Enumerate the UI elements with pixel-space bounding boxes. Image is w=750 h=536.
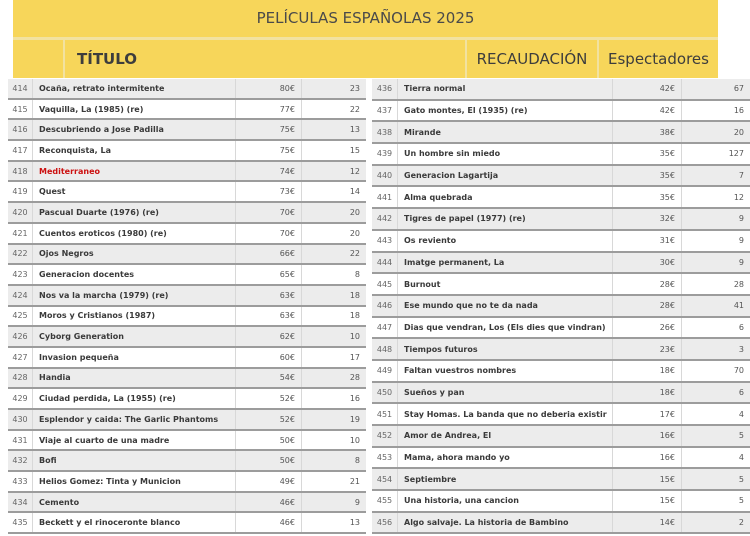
row-recaudacion: 35€ <box>613 187 682 207</box>
row-number: 448 <box>372 339 398 359</box>
row-recaudacion: 46€ <box>236 493 302 512</box>
table-row[interactable] <box>372 448 750 470</box>
table-row[interactable] <box>8 348 366 369</box>
row-title[interactable]: Ocaña, retrato intermitente <box>33 79 236 98</box>
table-row[interactable] <box>8 327 366 348</box>
row-espectadores: 22 <box>349 249 360 259</box>
table-row[interactable] <box>372 361 750 383</box>
table-row[interactable] <box>8 307 366 328</box>
row-title[interactable]: Ojos Negros <box>33 245 236 264</box>
row-number: 436 <box>372 79 398 99</box>
row-espectadores: 19 <box>349 414 360 424</box>
table-row[interactable] <box>8 410 366 431</box>
row-title[interactable]: Septiembre <box>398 469 613 489</box>
row-number: 427 <box>8 348 33 367</box>
row-number: 424 <box>8 286 33 305</box>
row-title[interactable]: Tierra normal <box>398 79 613 99</box>
table-row[interactable] <box>8 141 366 162</box>
row-title[interactable]: Cuentos eroticos (1980) (re) <box>33 224 236 243</box>
row-espectadores: 8 <box>354 456 360 466</box>
row-number: 431 <box>8 431 33 450</box>
table-row[interactable] <box>372 231 750 253</box>
table-row[interactable] <box>372 469 750 491</box>
row-recaudacion: 30€ <box>613 253 682 273</box>
row-number: 433 <box>8 472 33 491</box>
row-recaudacion: 35€ <box>613 166 682 186</box>
row-number: 425 <box>8 307 33 326</box>
row-recaudacion: 54€ <box>236 369 302 388</box>
row-espectadores: 13 <box>349 125 360 135</box>
row-recaudacion: 32€ <box>613 209 682 229</box>
row-title[interactable]: Mediterraneo <box>33 162 236 181</box>
row-title[interactable]: Tiempos futuros <box>398 339 613 359</box>
row-number: 455 <box>372 491 398 511</box>
table-row[interactable] <box>8 162 366 183</box>
table-row[interactable] <box>372 491 750 513</box>
row-title[interactable]: Imatge permanent, La <box>398 253 613 273</box>
row-title[interactable]: Bofi <box>33 451 236 470</box>
table-row[interactable] <box>372 274 750 296</box>
row-recaudacion: 15€ <box>613 491 682 511</box>
row-espectadores: 41 <box>733 301 744 311</box>
row-title[interactable]: Ese mundo que no te da nada <box>398 296 613 316</box>
row-number: 454 <box>372 469 398 489</box>
left-table <box>8 79 366 534</box>
row-number: 451 <box>372 404 398 424</box>
table-row[interactable] <box>372 101 750 123</box>
row-title[interactable]: Alma quebrada <box>398 187 613 207</box>
row-title[interactable]: Mirande <box>398 122 613 142</box>
row-recaudacion: 18€ <box>613 361 682 381</box>
row-recaudacion: 52€ <box>236 389 302 408</box>
row-number: 428 <box>8 369 33 388</box>
row-espectadores: 5 <box>738 431 744 441</box>
table-row[interactable] <box>372 166 750 188</box>
row-recaudacion: 75€ <box>236 120 302 139</box>
table-row[interactable] <box>372 253 750 275</box>
row-espectadores: 18 <box>349 311 360 321</box>
table-row[interactable] <box>8 431 366 452</box>
row-espectadores: 28 <box>733 279 744 289</box>
row-title[interactable]: Gato montes, El (1935) (re) <box>398 101 613 121</box>
row-title[interactable]: Generacion docentes <box>33 265 236 284</box>
row-title[interactable]: Invasion pequeña <box>33 348 236 367</box>
row-number: 423 <box>8 265 33 284</box>
row-number: 437 <box>372 101 398 121</box>
row-espectadores: 10 <box>349 435 360 445</box>
row-title[interactable]: Cyborg Generation <box>33 327 236 346</box>
table-row[interactable] <box>372 318 750 340</box>
row-espectadores: 2 <box>738 518 744 528</box>
row-espectadores: 20 <box>733 127 744 137</box>
row-recaudacion: 50€ <box>236 451 302 470</box>
table-row[interactable] <box>372 339 750 361</box>
row-espectadores: 4 <box>738 453 744 463</box>
row-number: 426 <box>8 327 33 346</box>
row-number: 435 <box>8 513 33 532</box>
row-title[interactable]: Vaquilla, La (1985) (re) <box>33 100 236 119</box>
row-title[interactable]: Viaje al cuarto de una madre <box>33 431 236 450</box>
row-title[interactable]: Mama, ahora mando yo <box>398 448 613 468</box>
row-recaudacion: 63€ <box>236 286 302 305</box>
row-recaudacion: 31€ <box>613 231 682 251</box>
row-number: 416 <box>8 120 33 139</box>
row-title[interactable]: Esplendor y caida: The Garlic Phantoms <box>33 410 236 429</box>
row-recaudacion: 26€ <box>613 318 682 338</box>
row-title[interactable]: Ciudad perdida, La (1955) (re) <box>33 389 236 408</box>
row-recaudacion: 42€ <box>613 101 682 121</box>
row-espectadores: 20 <box>349 228 360 238</box>
table-row[interactable] <box>372 122 750 144</box>
row-espectadores: 21 <box>349 476 360 486</box>
row-title[interactable]: Helios Gomez: Tinta y Municion <box>33 472 236 491</box>
table-row[interactable] <box>8 286 366 307</box>
page-title: PELÍCULAS ESPAÑOLAS 2025 <box>256 9 475 27</box>
row-espectadores: 4 <box>738 409 744 419</box>
table-row[interactable] <box>372 187 750 209</box>
row-number: 453 <box>372 448 398 468</box>
row-recaudacion: 16€ <box>613 426 682 446</box>
row-title[interactable]: Handia <box>33 369 236 388</box>
row-recaudacion: 70€ <box>236 224 302 243</box>
row-recaudacion: 15€ <box>613 469 682 489</box>
row-recaudacion: 62€ <box>236 327 302 346</box>
row-recaudacion: 16€ <box>613 448 682 468</box>
table-row[interactable] <box>8 224 366 245</box>
row-number: 450 <box>372 383 398 403</box>
table-row[interactable] <box>8 245 366 266</box>
row-title[interactable]: Os reviento <box>398 231 613 251</box>
row-espectadores: 127 <box>728 149 744 159</box>
row-recaudacion: 73€ <box>236 182 302 201</box>
row-title[interactable]: Generacion Lagartija <box>398 166 613 186</box>
row-title[interactable]: Sueños y pan <box>398 383 613 403</box>
table-row[interactable] <box>372 404 750 426</box>
row-title[interactable]: Tigres de papel (1977) (re) <box>398 209 613 229</box>
row-espectadores: 22 <box>349 104 360 114</box>
row-recaudacion: 28€ <box>613 274 682 294</box>
row-number: 418 <box>8 162 33 181</box>
right-table <box>372 79 750 534</box>
row-recaudacion: 80€ <box>236 79 302 98</box>
row-number: 432 <box>8 451 33 470</box>
table-row[interactable] <box>8 493 366 514</box>
row-espectadores: 9 <box>738 257 744 267</box>
row-number: 422 <box>8 245 33 264</box>
row-espectadores: 16 <box>349 394 360 404</box>
row-recaudacion: 75€ <box>236 141 302 160</box>
row-title[interactable]: Descubriendo a Jose Padilla <box>33 120 236 139</box>
row-number: 445 <box>372 274 398 294</box>
row-recaudacion: 18€ <box>613 383 682 403</box>
row-recaudacion: 38€ <box>613 122 682 142</box>
row-title[interactable]: Amor de Andrea, El <box>398 426 613 446</box>
table-row[interactable] <box>372 144 750 166</box>
row-espectadores: 18 <box>349 290 360 300</box>
row-recaudacion: 52€ <box>236 410 302 429</box>
row-title[interactable]: Un hombre sin miedo <box>398 144 613 164</box>
table-row[interactable] <box>8 79 366 100</box>
row-title[interactable]: Dias que vendran, Los (Els dies que vindran) <box>398 318 613 338</box>
table-row[interactable] <box>8 472 366 493</box>
row-number: 447 <box>372 318 398 338</box>
row-number: 419 <box>8 182 33 201</box>
row-number: 443 <box>372 231 398 251</box>
row-espectadores: 28 <box>349 373 360 383</box>
row-number: 446 <box>372 296 398 316</box>
table-row[interactable] <box>372 209 750 231</box>
row-title[interactable]: Faltan vuestros nombres <box>398 361 613 381</box>
table-row[interactable] <box>372 79 750 101</box>
row-recaudacion: 60€ <box>236 348 302 367</box>
row-recaudacion: 17€ <box>613 404 682 424</box>
column-header-number[interactable] <box>13 40 63 78</box>
row-number: 430 <box>8 410 33 429</box>
table-header <box>13 0 718 78</box>
column-header-row <box>13 40 718 78</box>
row-recaudacion: 49€ <box>236 472 302 491</box>
row-number: 440 <box>372 166 398 186</box>
row-espectadores: 16 <box>733 106 744 116</box>
row-recaudacion: 66€ <box>236 245 302 264</box>
row-espectadores: 12 <box>349 166 360 176</box>
table-row[interactable] <box>8 265 366 286</box>
table-row[interactable] <box>372 426 750 448</box>
table-row[interactable] <box>8 203 366 224</box>
table-row[interactable] <box>8 369 366 390</box>
table-row[interactable] <box>8 513 366 534</box>
row-espectadores: 12 <box>733 192 744 202</box>
row-recaudacion: 63€ <box>236 307 302 326</box>
row-espectadores: 3 <box>738 344 744 354</box>
row-espectadores: 9 <box>738 236 744 246</box>
row-recaudacion: 42€ <box>613 79 682 99</box>
row-number: 449 <box>372 361 398 381</box>
row-title[interactable]: Cemento <box>33 493 236 512</box>
row-title[interactable]: Algo salvaje. La historia de Bambino <box>398 513 613 533</box>
row-espectadores: 6 <box>738 322 744 332</box>
row-recaudacion: 46€ <box>236 513 302 532</box>
row-espectadores: 15 <box>349 145 360 155</box>
table-row[interactable] <box>8 451 366 472</box>
row-number: 421 <box>8 224 33 243</box>
row-title[interactable]: Moros y Cristianos (1987) <box>33 307 236 326</box>
table-row[interactable] <box>372 296 750 318</box>
row-espectadores: 5 <box>738 496 744 506</box>
table-row[interactable] <box>372 513 750 535</box>
row-espectadores: 9 <box>354 497 360 507</box>
row-espectadores: 23 <box>349 83 360 93</box>
column-header-title[interactable]: TÍTULO <box>65 40 477 78</box>
row-title[interactable]: Una historia, una cancion <box>398 491 613 511</box>
row-espectadores: 10 <box>349 332 360 342</box>
row-recaudacion: 50€ <box>236 431 302 450</box>
row-title[interactable]: Burnout <box>398 274 613 294</box>
row-espectadores: 14 <box>349 187 360 197</box>
row-number: 414 <box>8 79 33 98</box>
row-recaudacion: 14€ <box>613 513 682 533</box>
table-row[interactable] <box>8 120 366 141</box>
row-recaudacion: 77€ <box>236 100 302 119</box>
table-row[interactable] <box>8 182 366 203</box>
row-title[interactable]: Reconquista, La <box>33 141 236 160</box>
row-espectadores: 67 <box>733 84 744 94</box>
row-number: 456 <box>372 513 398 533</box>
row-number: 415 <box>8 100 33 119</box>
row-espectadores: 6 <box>738 387 744 397</box>
row-recaudacion: 65€ <box>236 265 302 284</box>
row-recaudacion: 35€ <box>613 144 682 164</box>
table-row[interactable] <box>8 100 366 121</box>
column-header-recaudacion[interactable]: RECAUDACIÓN <box>467 40 597 78</box>
row-number: 439 <box>372 144 398 164</box>
row-espectadores: 13 <box>349 518 360 528</box>
row-number: 444 <box>372 253 398 273</box>
table-row[interactable] <box>8 389 366 410</box>
row-espectadores: 20 <box>349 207 360 217</box>
row-number: 438 <box>372 122 398 142</box>
table-row[interactable] <box>372 383 750 405</box>
row-number: 452 <box>372 426 398 446</box>
row-espectadores: 9 <box>738 214 744 224</box>
row-number: 429 <box>8 389 33 408</box>
row-number: 417 <box>8 141 33 160</box>
row-number: 442 <box>372 209 398 229</box>
row-title[interactable]: Stay Homas. La banda que no deberia existir <box>398 404 613 424</box>
row-recaudacion: 28€ <box>613 296 682 316</box>
row-recaudacion: 74€ <box>236 162 302 181</box>
row-number: 441 <box>372 187 398 207</box>
row-title[interactable]: Nos va la marcha (1979) (re) <box>33 286 236 305</box>
row-number: 434 <box>8 493 33 512</box>
row-espectadores: 5 <box>738 474 744 484</box>
column-header-espectadores[interactable]: Espectadores <box>599 40 718 78</box>
row-number: 420 <box>8 203 33 222</box>
row-espectadores: 8 <box>354 270 360 280</box>
row-title[interactable]: Beckett y el rinoceronte blanco <box>33 513 236 532</box>
row-espectadores: 7 <box>738 171 744 181</box>
row-recaudacion: 23€ <box>613 339 682 359</box>
row-espectadores: 17 <box>349 352 360 362</box>
row-recaudacion: 70€ <box>236 203 302 222</box>
row-title[interactable]: Quest <box>33 182 236 201</box>
row-title[interactable]: Pascual Duarte (1976) (re) <box>33 203 236 222</box>
row-espectadores: 70 <box>733 366 744 376</box>
